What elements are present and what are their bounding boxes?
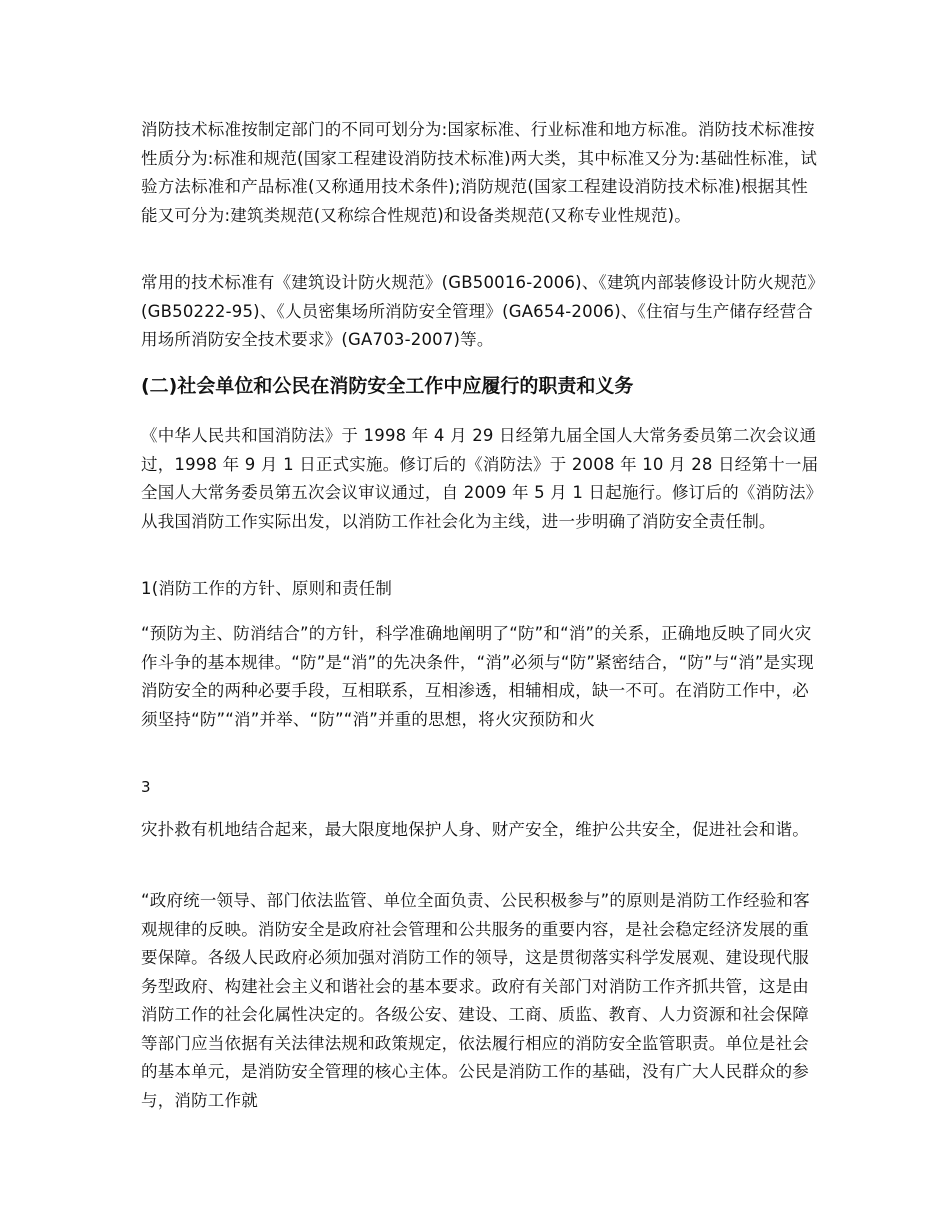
paragraph-continuation: 灾扑救有机地结合起来，最大限度地保护人身、财产安全，维护公共安全，促进社会和谐。 xyxy=(141,820,809,839)
section-heading: (二)社会单位和公民在消防安全工作中应履行的职责和义务 xyxy=(141,375,634,397)
paragraph-standards-classification: 消防技术标准按制定部门的不同可划分为:国家标准、行业标准和地方标准。消防技术标准按性质分为:标准和规范(国家工程建设消防技术标准)两大类，其中标准又分为:基础性标准，试验方法标准和产品标准(又称通用技术条件);消防规范(国家工程建设消防技术标准)根据其性能又可分为:建筑类规范(又称综合性规范)和设备类规范(又称专业性规范)。 xyxy=(141,120,818,225)
page-number: 3 xyxy=(141,778,151,796)
paragraph-fire-law: 《中华人民共和国消防法》于 1998 年 4 月 29 日经第九届全国人大常务委员第二次会议通过，1998 年 9 月 1 日正式实施。修订后的《消防法》于 2008 年 10 月 28 日经第十一届全国人大常务委员第五次会议审议通过，自 2009 年 5 月 1 日起施行。修订后的《消防法》从我国消防工作实际出发，以消防工作社会化为主线，进一步明确了消防安全责任制。 xyxy=(141,426,819,531)
subsection-title: 1(消防工作的方针、原则和责任制 xyxy=(141,579,393,598)
paragraph-common-standards: 常用的技术标准有《建筑设计防火规范》(GB50016-2006)、《建筑内部装修设计防火规范》(GB50222-95)、《人员密集场所消防安全管理》(GA654-2006)、《住宿与生产储存经营合用场所消防安全技术要求》(GA703-2007)等。 xyxy=(141,273,816,349)
paragraph-principles: “政府统一领导、部门依法监管、单位全面负责、公民积极参与”的原则是消防工作经验和客观规律的反映。消防安全是政府社会管理和公共服务的重要内容，是社会稳定经济发展的重要保障。各级人民政府必须加强对消防工作的领导，这是贯彻落实科学发展观、建设现代服务型政府、构建社会主义和谐社会的基本要求。政府有关部门对消防工作齐抓共管，这是由消防工作的社会化属性决定的。各级公安、建设、工商、质监、教育、人力资源和社会保障等部门应当依据有关法律法规和政策规定，依法履行相应的消防安全监管职责。单位是社会的基本单元，是消防安全管理的核心主体。公民是消防工作的基础，没有广大人民群众的参与，消防工作就 xyxy=(141,891,810,1110)
paragraph-policy: “预防为主、防消结合”的方针，科学准确地阐明了“防”和“消”的关系，正确地反映了同火灾作斗争的基本规律。“防”是“消”的先决条件，“消”必须与“防”紧密结合，“防”与“消”是实现消防安全的两种必要手段，互相联系，互相渗透，相辅相成，缺一不可。在消防工作中，必须坚持“防”“消”并举、“防”“消”并重的思想，将火灾预防和火 xyxy=(141,624,814,729)
